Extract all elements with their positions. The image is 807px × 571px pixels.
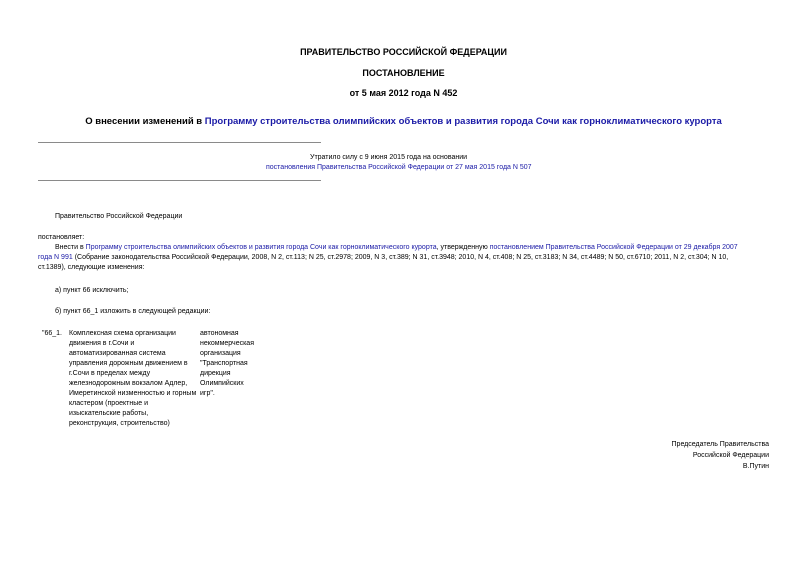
paragraph-line-1 bbox=[38, 243, 773, 253]
organization-line: дирекция bbox=[200, 370, 231, 377]
document-title bbox=[0, 116, 807, 127]
signature-name: В.Путин bbox=[742, 463, 769, 470]
organization-line: Олимпийских bbox=[200, 380, 244, 387]
table-item-description bbox=[69, 329, 204, 429]
signature-position: Председатель Правительства bbox=[671, 441, 769, 448]
organization-line: автономная bbox=[200, 330, 239, 337]
text-segment: (Собрание законодательства Российской Федерации, 2008, N 2, ст.113; N 25, ст.2978; 2009, N 3, ст.389; N 31, ст.3948; 2010, N 4, ст.408; N 25, ст.3183; N 34, ст.4489; N 50, ст.6710; 2011, N 2, ст.304; N 10, bbox=[72, 254, 729, 261]
issuer-text: Правительство Российской Федерации bbox=[55, 213, 183, 220]
description-line: изыскательские работы, bbox=[69, 410, 149, 417]
text-segment: Внести в bbox=[55, 244, 86, 251]
organization-line: "Транспортная bbox=[200, 360, 248, 367]
title-prefix: О внесении изменений в bbox=[85, 116, 205, 127]
header-date-number: от 5 мая 2012 года N 452 bbox=[349, 88, 458, 98]
description-line: управления дорожным движением в bbox=[69, 360, 188, 367]
description-line: автоматизированная система bbox=[69, 350, 166, 357]
description-line: Комплексная схема организации bbox=[69, 330, 176, 337]
divider-bottom bbox=[38, 180, 321, 181]
paragraph-amendment bbox=[38, 243, 773, 273]
title-program-link[interactable]: Программу строительства олимпийских объектов и развития города Сочи как горноклиматического курорта bbox=[204, 116, 722, 127]
item-a: а) пункт 66 исключить; bbox=[55, 287, 129, 294]
repeal-notice: Утратило силу с 9 июня 2015 года на основании bbox=[310, 154, 468, 161]
organization-line: некоммерческая bbox=[200, 340, 254, 347]
text-segment: , утвержденную bbox=[436, 244, 490, 251]
signature-block bbox=[672, 439, 769, 472]
program-link[interactable]: Программу строительства олимпийских объектов и развития города Сочи как горноклиматического курорта bbox=[85, 244, 437, 251]
decree-991-link-cont[interactable]: года N 991 bbox=[38, 254, 73, 261]
header-doc-type: ПОСТАНОВЛЕНИЕ bbox=[362, 68, 445, 78]
description-line: Имеретинской низменностью и горным bbox=[69, 390, 197, 397]
item-b: б) пункт 66_1 изложить в следующей редакции: bbox=[55, 308, 211, 315]
paragraph-line-3: ст.1389), следующие изменения: bbox=[38, 264, 145, 271]
decree-991-link[interactable]: постановлением Правительства Российской Федерации от 29 декабря 2007 bbox=[489, 244, 738, 251]
repeal-decree-link[interactable]: постановления Правительства Российской Федерации от 27 мая 2015 года N 507 bbox=[266, 164, 532, 171]
divider-top bbox=[38, 142, 321, 143]
signature-government: Российской Федерации bbox=[692, 452, 769, 459]
header-government: ПРАВИТЕЛЬСТВО РОССИЙСКОЙ ФЕДЕРАЦИИ bbox=[300, 47, 507, 57]
decides-text: постановляет: bbox=[38, 234, 85, 241]
table-item-organization bbox=[200, 329, 270, 399]
paragraph-line-2 bbox=[38, 253, 773, 263]
organization-line: организация bbox=[200, 350, 241, 357]
organization-line: игр". bbox=[200, 390, 215, 397]
table-item-number: "66_1. bbox=[42, 330, 63, 337]
description-line: движения в г.Сочи и bbox=[69, 340, 135, 347]
description-line: кластером (проектные и bbox=[69, 400, 148, 407]
description-line: железнодорожным вокзалом Адлер, bbox=[69, 380, 188, 387]
description-line: г.Сочи в пределах между bbox=[69, 370, 151, 377]
description-line: реконструкция, строительство) bbox=[69, 420, 170, 427]
